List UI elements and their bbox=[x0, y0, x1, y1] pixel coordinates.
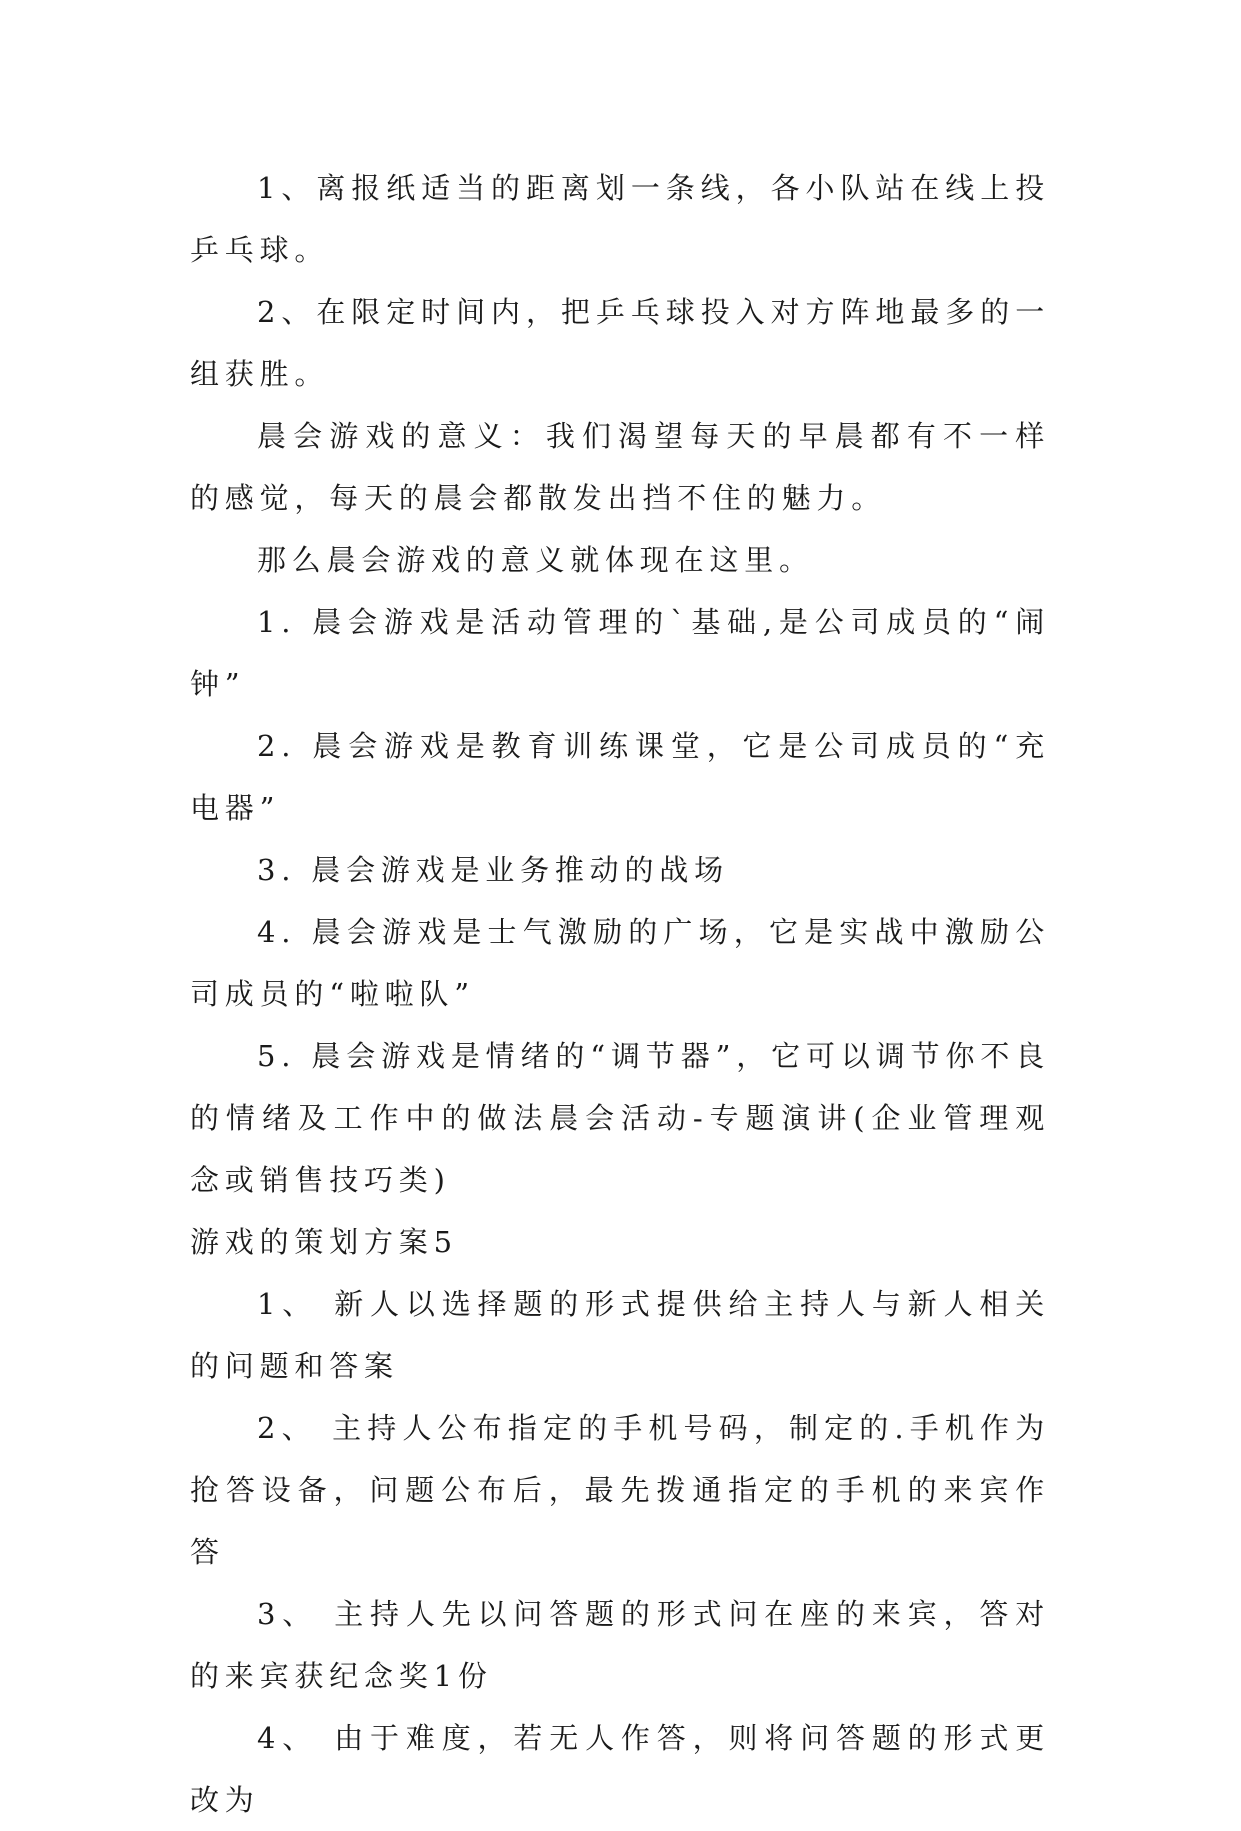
section-heading: 游戏的策划方案5 bbox=[190, 1225, 458, 1259]
paragraph: 1、离报纸适当的距离划一条线，各小队站在线上投乒乓球。 bbox=[190, 171, 1050, 267]
paragraph: 1. 晨会游戏是活动管理的`基础,是公司成员的“闹钟” bbox=[190, 605, 1050, 701]
paragraph: 3、 主持人先以问答题的形式问在座的来宾，答对的来宾获纪念奖1份 bbox=[190, 1597, 1050, 1693]
paragraph: 那么晨会游戏的意义就体现在这里。 bbox=[257, 543, 814, 577]
paragraph: 2、在限定时间内，把乒乓球投入对方阵地最多的一组获胜。 bbox=[190, 295, 1050, 391]
paragraph: 2. 晨会游戏是教育训练课堂，它是公司成员的“充电器” bbox=[190, 729, 1050, 825]
document-body bbox=[190, 157, 1050, 1831]
paragraph: 2、 主持人公布指定的手机号码，制定的.手机作为抢答设备，问题公布后，最先拨通指定的手机的来宾作答 bbox=[190, 1411, 1050, 1569]
paragraph: 4、 由于难度，若无人作答，则将问答题的形式更改为 bbox=[190, 1721, 1050, 1817]
paragraph: 3. 晨会游戏是业务推动的战场 bbox=[257, 853, 729, 887]
paragraph: 4. 晨会游戏是士气激励的广场，它是实战中激励公司成员的“啦啦队” bbox=[190, 915, 1050, 1011]
paragraph: 1、 新人以选择题的形式提供给主持人与新人相关的问题和答案 bbox=[190, 1287, 1050, 1383]
paragraph: 5. 晨会游戏是情绪的“调节器”，它可以调节你不良的情绪及工作中的做法晨会活动-专题演讲(企业管理观念或销售技巧类) bbox=[190, 1039, 1050, 1197]
paragraph: 晨会游戏的意义：我们渴望每天的早晨都有不一样的感觉，每天的晨会都散发出挡不住的魅力。 bbox=[190, 419, 1050, 515]
